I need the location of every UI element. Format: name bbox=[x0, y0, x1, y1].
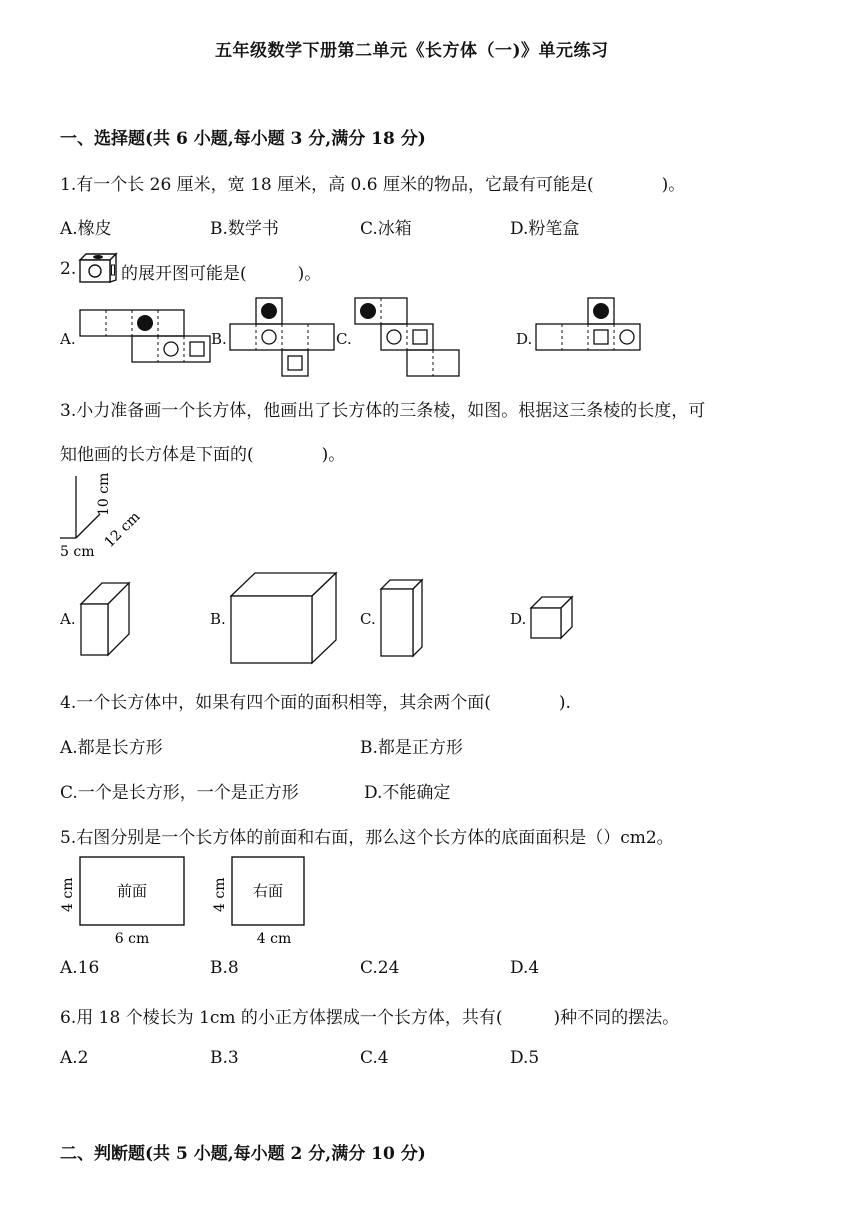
question-3-line-1: 3.小力准备画一个长方体，他画出了长方体的三条棱，如图。根据这三条棱的长度，可 bbox=[60, 401, 706, 421]
question-3-line-2: 知他画的长方体是下面的( )。 bbox=[60, 445, 346, 465]
q6-option-a[interactable]: A.2 bbox=[60, 1048, 89, 1068]
net-diagram-b bbox=[230, 298, 340, 378]
q6-option-c[interactable]: C.4 bbox=[360, 1048, 389, 1068]
q6-option-d[interactable]: D.5 bbox=[510, 1048, 540, 1068]
q3-option-d-label[interactable]: D. bbox=[510, 610, 527, 628]
question-6-text: 6.用 18 个棱长为 1cm 的小正方体摆成一个长方体，共有( )种不同的摆法。 bbox=[60, 1008, 680, 1028]
section-heading-choice: 一、选择题(共 6 小题,每小题 3 分,满分 18 分) bbox=[60, 129, 426, 149]
question-2-prefix: 2. bbox=[60, 259, 77, 279]
q2-option-c-label[interactable]: C. bbox=[336, 330, 352, 348]
q1-option-c[interactable]: C.冰箱 bbox=[360, 219, 412, 239]
q2-option-a-label[interactable]: A. bbox=[60, 330, 76, 348]
q4-option-d[interactable]: D.不能确定 bbox=[364, 783, 451, 803]
front-face-label: 前面 bbox=[116, 882, 148, 900]
box-option-d bbox=[530, 596, 576, 640]
question-4-text: 4.一个长方体中，如果有四个面的面积相等，其余两个面( ). bbox=[60, 693, 571, 713]
q3-option-c-label[interactable]: C. bbox=[360, 610, 376, 628]
front-side-length: 4 cm bbox=[60, 877, 76, 912]
box-option-c bbox=[380, 579, 428, 659]
right-face-diagram bbox=[210, 852, 310, 948]
q1-option-b[interactable]: B.数学书 bbox=[210, 219, 279, 239]
q5-option-d[interactable]: D.4 bbox=[510, 958, 540, 978]
edge-label-5cm: 5 cm bbox=[60, 544, 95, 560]
edge-label-10cm: 10 cm bbox=[96, 472, 112, 516]
front-bottom-length: 6 cm bbox=[114, 931, 150, 947]
page-title: 五年级数学下册第二单元《长方体（一)》单元练习 bbox=[215, 41, 609, 61]
cube-icon bbox=[78, 252, 120, 284]
q1-option-d[interactable]: D.粉笔盒 bbox=[510, 219, 580, 239]
right-bottom-length: 4 cm bbox=[256, 931, 292, 947]
section-heading-judgement: 二、判断题(共 5 小题,每小题 2 分,满分 10 分) bbox=[60, 1144, 426, 1164]
q3-option-a-label[interactable]: A. bbox=[60, 610, 76, 628]
q6-option-b[interactable]: B.3 bbox=[210, 1048, 239, 1068]
q5-option-b[interactable]: B.8 bbox=[210, 958, 239, 978]
q4-option-b[interactable]: B.都是正方形 bbox=[360, 738, 463, 758]
edges-diagram bbox=[58, 472, 158, 566]
net-diagram-d bbox=[536, 298, 646, 354]
q2-option-d-label[interactable]: D. bbox=[516, 330, 533, 348]
right-side-length: 4 cm bbox=[212, 877, 228, 912]
q4-option-a[interactable]: A.都是长方形 bbox=[60, 738, 163, 758]
question-5-text: 5.右图分别是一个长方体的前面和右面，那么这个长方体的底面面积是（）cm2。 bbox=[60, 828, 674, 848]
question-1-text: 1.有一个长 26 厘米，宽 18 厘米，高 0.6 厘米的物品，它最有可能是( )。 bbox=[60, 175, 686, 195]
q5-option-a[interactable]: A.16 bbox=[60, 958, 100, 978]
q5-option-c[interactable]: C.24 bbox=[360, 958, 400, 978]
question-2-text: 的展开图可能是( )。 bbox=[121, 264, 322, 284]
q4-option-c[interactable]: C.一个是长方形，一个是正方形 bbox=[60, 783, 299, 803]
q1-option-a[interactable]: A.橡皮 bbox=[60, 219, 112, 239]
q3-option-b-label[interactable]: B. bbox=[210, 610, 226, 628]
edge-label-12cm: 12 cm bbox=[101, 508, 144, 551]
box-option-b bbox=[230, 572, 340, 666]
net-diagram-a bbox=[80, 310, 212, 364]
net-diagram-c bbox=[355, 298, 465, 378]
q2-option-b-label[interactable]: B. bbox=[211, 330, 227, 348]
box-option-a bbox=[80, 582, 132, 658]
right-face-label: 右面 bbox=[252, 882, 284, 900]
front-face-diagram bbox=[58, 852, 190, 948]
